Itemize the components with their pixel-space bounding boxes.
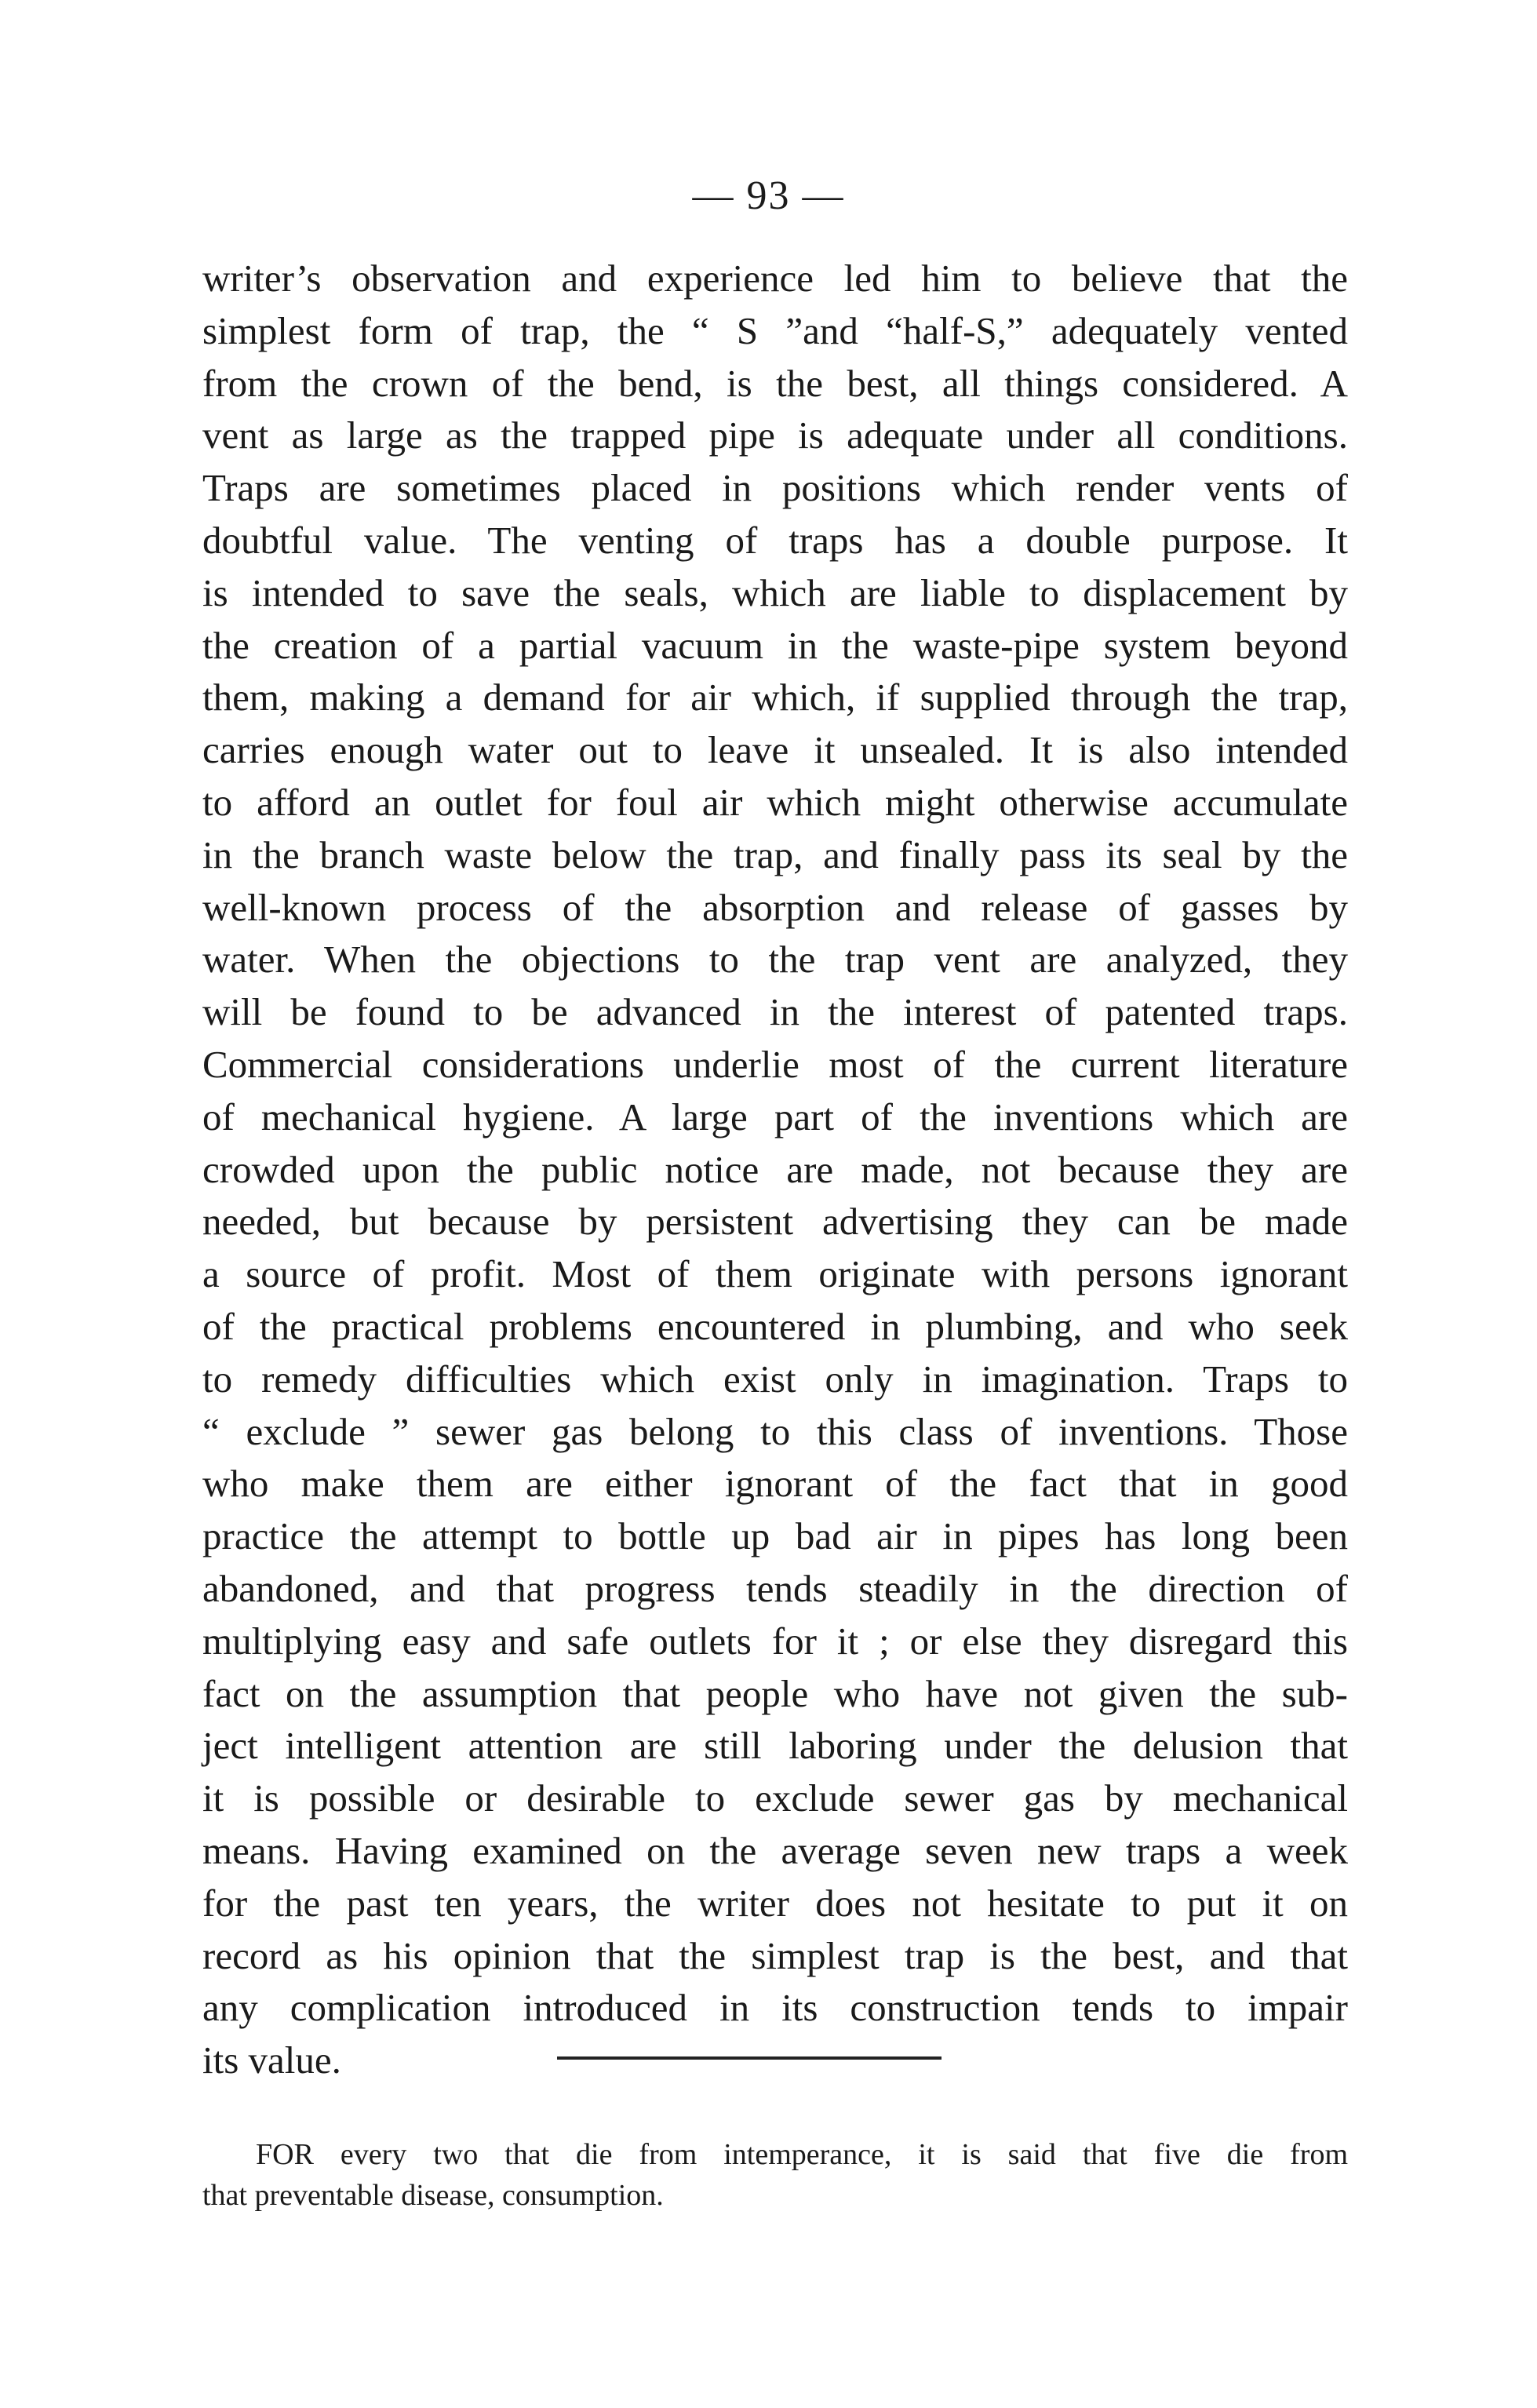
text-line: doubtful value. The venting of traps has a double purpose. It	[202, 518, 1348, 562]
text-line: of the practical problems encountered in plumbing, and who seek	[202, 1304, 1348, 1348]
text-line: Commercial considerations underlie most of the current literature	[202, 1042, 1348, 1086]
page-number: — 93 —	[692, 173, 845, 218]
text-line: is intended to save the seals, which are liable to displacement by	[202, 570, 1348, 614]
text-line: to afford an outlet for foul air which might otherwise accumulate	[202, 780, 1348, 824]
text-line: them, making a demand for air which, if supplied through the trap,	[202, 676, 1348, 719]
text-line: for the past ten years, the writer does not hesitate to put it on	[202, 1881, 1348, 1925]
text-line: ject intelligent attention are still laboring under the delusion that	[202, 1724, 1348, 1768]
text-line: carries enough water out to leave it unsealed. It is also intended	[202, 728, 1348, 772]
text-line: multiplying easy and safe outlets for it ; or else they disregard this	[202, 1619, 1348, 1663]
body-paragraph	[202, 253, 1348, 2087]
text-line: “ exclude ” sewer gas belong to this class of inventions. Those	[202, 1409, 1348, 1453]
text-line: a source of profit. Most of them originate with persons ignorant	[202, 1252, 1348, 1296]
text-line: its value.	[202, 2038, 341, 2082]
section-divider	[557, 2056, 942, 2060]
text-line: writer’s observation and experience led him to believe that the	[202, 257, 1348, 300]
text-line: to remedy difficulties which exist only in imagination. Traps to	[202, 1357, 1348, 1401]
text-line: simplest form of trap, the “ S ”and “half-S,” adequately vented	[202, 308, 1348, 352]
text-line: the creation of a partial vacuum in the waste-pipe system beyond	[202, 623, 1348, 667]
text-line: vent as large as the trapped pipe is adequate under all conditions.	[202, 413, 1348, 457]
text-line: fact on the assumption that people who have not given the sub-	[202, 1671, 1348, 1715]
text-line: Traps are sometimes placed in positions which render vents of	[202, 466, 1348, 510]
footnote	[202, 2134, 1348, 2216]
text-line: crowded upon the public notice are made, not because they are	[202, 1147, 1348, 1191]
text-line: it is possible or desirable to exclude sewer gas by mechanical	[202, 1776, 1348, 1820]
text-line: means. Having examined on the average seven new traps a week	[202, 1828, 1348, 1872]
text-line: practice the attempt to bottle up bad air in pipes has long been	[202, 1514, 1348, 1558]
text-line: well-known process of the absorption and release of gasses by	[202, 885, 1348, 929]
text-line: in the branch waste below the trap, and finally pass its seal by the	[202, 832, 1348, 876]
text-line: who make them are either ignorant of the fact that in good	[202, 1462, 1348, 1506]
footnote-line: FOR every two that die from intemperance, it is said that five die from	[256, 2138, 1348, 2171]
text-line: abandoned, and that progress tends steadily in the direction of	[202, 1566, 1348, 1610]
text-line: record as his opinion that the simplest trap is the best, and that	[202, 1933, 1348, 1977]
text-line: any complication introduced in its construction tends to impair	[202, 1986, 1348, 2030]
text-line: needed, but because by persistent advertising they can be made	[202, 1200, 1348, 1244]
text-line: water. When the objections to the trap vent are analyzed, they	[202, 938, 1348, 982]
footnote-line: that preventable disease, consumption.	[202, 2179, 664, 2212]
text-line: will be found to be advanced in the interest of patented traps.	[202, 990, 1348, 1034]
text-line: from the crown of the bend, is the best, all things considered. A	[202, 361, 1348, 405]
text-line: of mechanical hygiene. A large part of the inventions which are	[202, 1095, 1348, 1138]
